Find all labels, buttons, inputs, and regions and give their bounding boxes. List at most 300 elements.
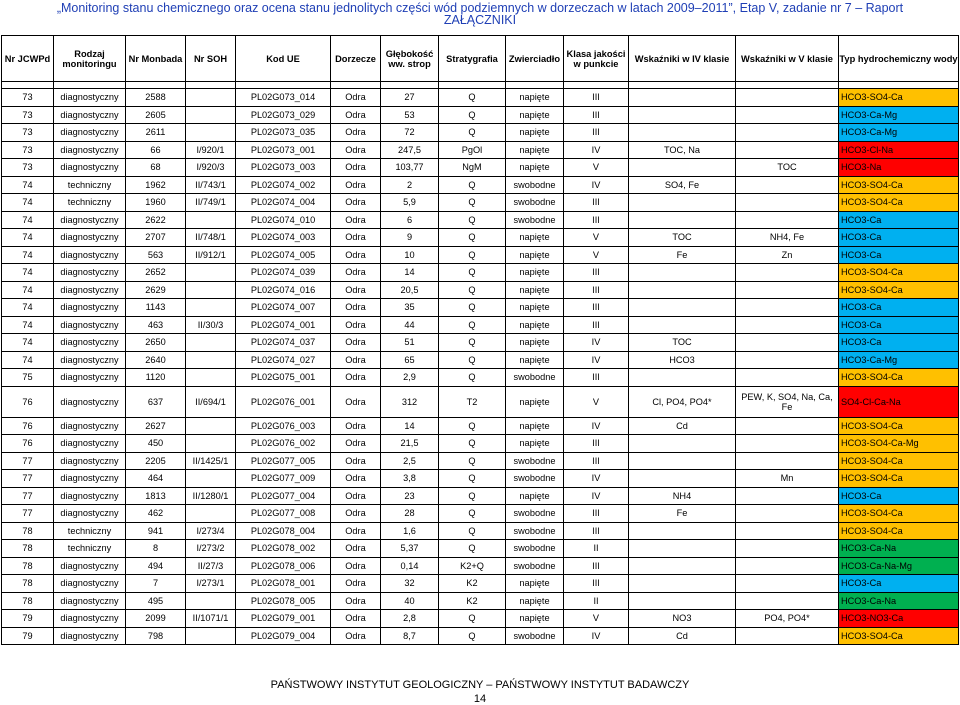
header-nr-soh: Nr SOH [186, 36, 236, 82]
cell-dorzecze: Odra [331, 264, 381, 282]
table-row [2, 194, 959, 212]
cell-wskazniki-v: PEW, K, SO4, Na, Ca, Fe [736, 386, 839, 417]
header-dorzecze: Dorzecze [331, 36, 381, 82]
cell-rodzaj-monitoringu: diagnostyczny [54, 351, 126, 369]
cell-zwierciadlo: napięte [506, 316, 564, 334]
cell-wskazniki-iv: Fe [629, 505, 736, 523]
cell-dorzecze: Odra [331, 627, 381, 645]
table-row [2, 281, 959, 299]
cell-dorzecze: Odra [331, 435, 381, 453]
cell-typ-hydrochemiczny: HCO3-SO4-Ca [839, 452, 959, 470]
cell-wskazniki-iv [629, 316, 736, 334]
cell-dorzecze: Odra [331, 487, 381, 505]
cell-typ-hydrochemiczny: HCO3-Ca-Mg [839, 351, 959, 369]
cell-klasa-jakosci: III [564, 264, 629, 282]
cell-dorzecze: Odra [331, 246, 381, 264]
cell-wskazniki-iv [629, 281, 736, 299]
cell-glebokosc: 44 [381, 316, 439, 334]
cell-klasa-jakosci: III [564, 281, 629, 299]
cell-wskazniki-iv [629, 522, 736, 540]
table-row [2, 334, 959, 352]
gap-cell [629, 82, 736, 89]
header-wskazniki-v: Wskaźniki w V klasie [736, 36, 839, 82]
cell-kod-ue: PL02G074_002 [236, 176, 331, 194]
cell-wskazniki-v: PO4, PO4* [736, 610, 839, 628]
cell-zwierciadlo: swobodne [506, 470, 564, 488]
cell-rodzaj-monitoringu: diagnostyczny [54, 211, 126, 229]
table-row [2, 229, 959, 247]
cell-nr-jcwpd: 77 [2, 470, 54, 488]
cell-nr-monbada: 2652 [126, 264, 186, 282]
cell-zwierciadlo: napięte [506, 435, 564, 453]
cell-rodzaj-monitoringu: diagnostyczny [54, 141, 126, 159]
cell-nr-jcwpd: 78 [2, 575, 54, 593]
cell-wskazniki-v [736, 452, 839, 470]
cell-rodzaj-monitoringu: diagnostyczny [54, 316, 126, 334]
cell-kod-ue: PL02G077_008 [236, 505, 331, 523]
cell-zwierciadlo: swobodne [506, 369, 564, 387]
cell-stratygrafia: T2 [439, 386, 506, 417]
cell-wskazniki-iv: Fe [629, 246, 736, 264]
cell-klasa-jakosci: III [564, 522, 629, 540]
cell-kod-ue: PL02G073_029 [236, 106, 331, 124]
cell-nr-monbada: 1120 [126, 369, 186, 387]
cell-glebokosc: 51 [381, 334, 439, 352]
cell-klasa-jakosci: IV [564, 176, 629, 194]
cell-nr-monbada: 66 [126, 141, 186, 159]
cell-wskazniki-v [736, 369, 839, 387]
cell-zwierciadlo: swobodne [506, 452, 564, 470]
table-header-row [2, 36, 959, 82]
header-typ-hydrochemiczny: Typ hydrochemiczny wody [839, 36, 959, 82]
cell-rodzaj-monitoringu: diagnostyczny [54, 369, 126, 387]
cell-rodzaj-monitoringu: diagnostyczny [54, 89, 126, 107]
cell-rodzaj-monitoringu: diagnostyczny [54, 557, 126, 575]
cell-wskazniki-iv [629, 299, 736, 317]
cell-glebokosc: 40 [381, 592, 439, 610]
cell-wskazniki-v [736, 540, 839, 558]
cell-stratygrafia: NgM [439, 159, 506, 177]
cell-typ-hydrochemiczny: HCO3-SO4-Ca [839, 417, 959, 435]
gap-cell [381, 82, 439, 89]
cell-klasa-jakosci: II [564, 592, 629, 610]
cell-nr-soh [186, 417, 236, 435]
cell-nr-monbada: 2707 [126, 229, 186, 247]
header-zwierciadlo: Zwierciadło [506, 36, 564, 82]
cell-stratygrafia: Q [439, 470, 506, 488]
cell-nr-jcwpd: 77 [2, 505, 54, 523]
cell-klasa-jakosci: III [564, 452, 629, 470]
cell-zwierciadlo: swobodne [506, 176, 564, 194]
cell-klasa-jakosci: III [564, 369, 629, 387]
cell-wskazniki-v [736, 575, 839, 593]
cell-dorzecze: Odra [331, 351, 381, 369]
cell-dorzecze: Odra [331, 592, 381, 610]
cell-glebokosc: 32 [381, 575, 439, 593]
cell-wskazniki-iv: HCO3 [629, 351, 736, 369]
cell-zwierciadlo: napięte [506, 610, 564, 628]
cell-stratygrafia: K2 [439, 592, 506, 610]
cell-typ-hydrochemiczny: HCO3-SO4-Ca [839, 470, 959, 488]
cell-kod-ue: PL02G074_010 [236, 211, 331, 229]
cell-kod-ue: PL02G079_001 [236, 610, 331, 628]
cell-klasa-jakosci: V [564, 229, 629, 247]
cell-nr-jcwpd: 74 [2, 194, 54, 212]
cell-klasa-jakosci: III [564, 575, 629, 593]
cell-typ-hydrochemiczny: HCO3-SO4-Ca [839, 627, 959, 645]
table-row [2, 610, 959, 628]
cell-nr-soh: II/1425/1 [186, 452, 236, 470]
cell-stratygrafia: Q [439, 176, 506, 194]
gap-cell [439, 82, 506, 89]
cell-wskazniki-iv: Cd [629, 627, 736, 645]
cell-wskazniki-iv [629, 557, 736, 575]
table-row [2, 575, 959, 593]
cell-dorzecze: Odra [331, 452, 381, 470]
cell-wskazniki-iv [629, 452, 736, 470]
table-row [2, 487, 959, 505]
cell-nr-jcwpd: 73 [2, 141, 54, 159]
cell-dorzecze: Odra [331, 522, 381, 540]
cell-nr-jcwpd: 76 [2, 417, 54, 435]
table-row [2, 264, 959, 282]
gap-cell [736, 82, 839, 89]
cell-typ-hydrochemiczny: HCO3-Ca-Na [839, 592, 959, 610]
cell-nr-soh [186, 211, 236, 229]
cell-zwierciadlo: napięte [506, 351, 564, 369]
cell-rodzaj-monitoringu: diagnostyczny [54, 106, 126, 124]
cell-nr-jcwpd: 78 [2, 592, 54, 610]
cell-nr-soh: II/1071/1 [186, 610, 236, 628]
cell-stratygrafia: Q [439, 246, 506, 264]
cell-stratygrafia: Q [439, 369, 506, 387]
cell-glebokosc: 5,37 [381, 540, 439, 558]
cell-dorzecze: Odra [331, 386, 381, 417]
cell-zwierciadlo: napięte [506, 89, 564, 107]
cell-wskazniki-iv [629, 106, 736, 124]
cell-glebokosc: 21,5 [381, 435, 439, 453]
cell-nr-monbada: 68 [126, 159, 186, 177]
cell-wskazniki-v [736, 176, 839, 194]
cell-stratygrafia: Q [439, 316, 506, 334]
cell-nr-soh: II/30/3 [186, 316, 236, 334]
cell-wskazniki-v [736, 124, 839, 142]
cell-zwierciadlo: napięte [506, 592, 564, 610]
cell-kod-ue: PL02G076_003 [236, 417, 331, 435]
cell-nr-soh: I/273/4 [186, 522, 236, 540]
table-row [2, 176, 959, 194]
cell-zwierciadlo: napięte [506, 386, 564, 417]
cell-rodzaj-monitoringu: diagnostyczny [54, 435, 126, 453]
cell-kod-ue: PL02G079_004 [236, 627, 331, 645]
cell-zwierciadlo: swobodne [506, 505, 564, 523]
table-row [2, 592, 959, 610]
cell-zwierciadlo: swobodne [506, 540, 564, 558]
cell-wskazniki-v [736, 299, 839, 317]
cell-nr-soh [186, 281, 236, 299]
cell-stratygrafia: Q [439, 194, 506, 212]
cell-typ-hydrochemiczny: HCO3-SO4-Ca-Mg [839, 435, 959, 453]
cell-dorzecze: Odra [331, 211, 381, 229]
cell-nr-monbada: 1813 [126, 487, 186, 505]
cell-nr-monbada: 798 [126, 627, 186, 645]
cell-wskazniki-v: TOC [736, 159, 839, 177]
cell-nr-monbada: 464 [126, 470, 186, 488]
cell-nr-monbada: 463 [126, 316, 186, 334]
cell-glebokosc: 0,14 [381, 557, 439, 575]
cell-nr-soh [186, 334, 236, 352]
cell-wskazniki-iv [629, 124, 736, 142]
cell-stratygrafia: K2+Q [439, 557, 506, 575]
cell-typ-hydrochemiczny: HCO3-Ca [839, 299, 959, 317]
cell-nr-jcwpd: 74 [2, 299, 54, 317]
cell-kod-ue: PL02G078_006 [236, 557, 331, 575]
cell-nr-jcwpd: 74 [2, 229, 54, 247]
table-row [2, 316, 959, 334]
cell-wskazniki-iv [629, 470, 736, 488]
cell-klasa-jakosci: III [564, 124, 629, 142]
cell-rodzaj-monitoringu: diagnostyczny [54, 417, 126, 435]
cell-zwierciadlo: napięte [506, 141, 564, 159]
cell-wskazniki-v [736, 557, 839, 575]
cell-glebokosc: 23 [381, 487, 439, 505]
header-stratygrafia: Stratygrafia [439, 36, 506, 82]
cell-stratygrafia: Q [439, 89, 506, 107]
cell-stratygrafia: Q [439, 299, 506, 317]
cell-nr-jcwpd: 79 [2, 610, 54, 628]
cell-rodzaj-monitoringu: diagnostyczny [54, 487, 126, 505]
cell-wskazniki-v [736, 487, 839, 505]
cell-zwierciadlo: napięte [506, 487, 564, 505]
header-kod-ue: Kod UE [236, 36, 331, 82]
cell-klasa-jakosci: V [564, 386, 629, 417]
cell-rodzaj-monitoringu: diagnostyczny [54, 386, 126, 417]
table-row [2, 124, 959, 142]
cell-stratygrafia: Q [439, 229, 506, 247]
cell-glebokosc: 14 [381, 417, 439, 435]
cell-dorzecze: Odra [331, 141, 381, 159]
cell-nr-soh: I/273/2 [186, 540, 236, 558]
cell-kod-ue: PL02G074_037 [236, 334, 331, 352]
cell-kod-ue: PL02G073_014 [236, 89, 331, 107]
cell-nr-jcwpd: 73 [2, 89, 54, 107]
cell-dorzecze: Odra [331, 194, 381, 212]
cell-nr-jcwpd: 74 [2, 211, 54, 229]
cell-wskazniki-v [736, 106, 839, 124]
cell-nr-soh: II/749/1 [186, 194, 236, 212]
cell-wskazniki-iv [629, 211, 736, 229]
cell-nr-soh [186, 124, 236, 142]
cell-typ-hydrochemiczny: HCO3-Ca [839, 316, 959, 334]
cell-dorzecze: Odra [331, 470, 381, 488]
cell-wskazniki-iv [629, 264, 736, 282]
cell-glebokosc: 14 [381, 264, 439, 282]
header-klasa-jakosci: Klasa jakości w punkcie [564, 36, 629, 82]
cell-kod-ue: PL02G073_001 [236, 141, 331, 159]
cell-rodzaj-monitoringu: diagnostyczny [54, 264, 126, 282]
cell-nr-monbada: 2640 [126, 351, 186, 369]
cell-wskazniki-iv [629, 194, 736, 212]
table-row [2, 159, 959, 177]
cell-stratygrafia: Q [439, 452, 506, 470]
cell-rodzaj-monitoringu: diagnostyczny [54, 505, 126, 523]
cell-nr-jcwpd: 78 [2, 522, 54, 540]
header-glebokosc: Głębokość ww. strop [381, 36, 439, 82]
cell-rodzaj-monitoringu: diagnostyczny [54, 592, 126, 610]
cell-wskazniki-v: NH4, Fe [736, 229, 839, 247]
cell-glebokosc: 2,5 [381, 452, 439, 470]
cell-klasa-jakosci: IV [564, 487, 629, 505]
cell-stratygrafia: Q [439, 264, 506, 282]
header-nr-jcwpd: Nr JCWPd [2, 36, 54, 82]
cell-kod-ue: PL02G074_005 [236, 246, 331, 264]
cell-typ-hydrochemiczny: HCO3-Ca [839, 211, 959, 229]
cell-rodzaj-monitoringu: techniczny [54, 176, 126, 194]
cell-typ-hydrochemiczny: HCO3-SO4-Ca [839, 176, 959, 194]
cell-glebokosc: 27 [381, 89, 439, 107]
cell-typ-hydrochemiczny: HCO3-Na [839, 159, 959, 177]
cell-dorzecze: Odra [331, 557, 381, 575]
cell-klasa-jakosci: III [564, 211, 629, 229]
cell-stratygrafia: Q [439, 505, 506, 523]
cell-nr-soh: I/273/1 [186, 575, 236, 593]
cell-typ-hydrochemiczny: HCO3-SO4-Ca [839, 89, 959, 107]
cell-nr-soh: II/27/3 [186, 557, 236, 575]
cell-nr-monbada: 2099 [126, 610, 186, 628]
cell-dorzecze: Odra [331, 159, 381, 177]
header-wskazniki-iv: Wskaźniki w IV klasie [629, 36, 736, 82]
cell-glebokosc: 53 [381, 106, 439, 124]
cell-glebokosc: 6 [381, 211, 439, 229]
cell-klasa-jakosci: IV [564, 141, 629, 159]
table-row [2, 417, 959, 435]
cell-klasa-jakosci: V [564, 246, 629, 264]
cell-wskazniki-iv [629, 592, 736, 610]
cell-nr-jcwpd: 74 [2, 351, 54, 369]
cell-wskazniki-iv: NH4 [629, 487, 736, 505]
cell-glebokosc: 247,5 [381, 141, 439, 159]
cell-wskazniki-v: Mn [736, 470, 839, 488]
cell-wskazniki-v [736, 435, 839, 453]
monitoring-table [1, 35, 959, 645]
cell-nr-soh: II/1280/1 [186, 487, 236, 505]
cell-rodzaj-monitoringu: diagnostyczny [54, 470, 126, 488]
table-row [2, 557, 959, 575]
cell-rodzaj-monitoringu: diagnostyczny [54, 627, 126, 645]
table-row [2, 106, 959, 124]
cell-glebokosc: 28 [381, 505, 439, 523]
cell-glebokosc: 8,7 [381, 627, 439, 645]
cell-nr-soh: I/920/1 [186, 141, 236, 159]
cell-wskazniki-v [736, 281, 839, 299]
gap-cell [331, 82, 381, 89]
cell-wskazniki-v [736, 89, 839, 107]
cell-dorzecze: Odra [331, 124, 381, 142]
cell-glebokosc: 2 [381, 176, 439, 194]
cell-nr-monbada: 2629 [126, 281, 186, 299]
cell-typ-hydrochemiczny: HCO3-Ca [839, 246, 959, 264]
cell-glebokosc: 1,6 [381, 522, 439, 540]
cell-wskazniki-v [736, 505, 839, 523]
cell-nr-soh: II/743/1 [186, 176, 236, 194]
cell-nr-monbada: 2650 [126, 334, 186, 352]
cell-rodzaj-monitoringu: techniczny [54, 522, 126, 540]
cell-kod-ue: PL02G074_016 [236, 281, 331, 299]
cell-zwierciadlo: napięte [506, 334, 564, 352]
cell-dorzecze: Odra [331, 89, 381, 107]
cell-dorzecze: Odra [331, 575, 381, 593]
gap-cell [236, 82, 331, 89]
cell-wskazniki-v [736, 522, 839, 540]
cell-wskazniki-v [736, 194, 839, 212]
cell-glebokosc: 72 [381, 124, 439, 142]
table-row [2, 299, 959, 317]
cell-rodzaj-monitoringu: diagnostyczny [54, 281, 126, 299]
table-row [2, 246, 959, 264]
table-row [2, 211, 959, 229]
cell-dorzecze: Odra [331, 610, 381, 628]
page-number: 14 [473, 693, 487, 705]
cell-typ-hydrochemiczny: HCO3-Ca [839, 487, 959, 505]
cell-stratygrafia: Q [439, 627, 506, 645]
cell-wskazniki-iv [629, 575, 736, 593]
cell-nr-monbada: 2605 [126, 106, 186, 124]
header-gap-row [2, 82, 959, 89]
cell-stratygrafia: Q [439, 522, 506, 540]
cell-stratygrafia: Q [439, 124, 506, 142]
cell-nr-monbada: 462 [126, 505, 186, 523]
cell-stratygrafia: Q [439, 106, 506, 124]
cell-nr-soh [186, 106, 236, 124]
cell-glebokosc: 5,9 [381, 194, 439, 212]
cell-nr-soh [186, 592, 236, 610]
report-subtitle: ZAŁĄCZNIKI [443, 13, 517, 27]
cell-kod-ue: PL02G077_009 [236, 470, 331, 488]
cell-glebokosc: 103,77 [381, 159, 439, 177]
cell-zwierciadlo: napięte [506, 159, 564, 177]
header-nr-monbada: Nr Monbada [126, 36, 186, 82]
cell-rodzaj-monitoringu: diagnostyczny [54, 229, 126, 247]
cell-zwierciadlo: napięte [506, 417, 564, 435]
cell-kod-ue: PL02G074_003 [236, 229, 331, 247]
cell-wskazniki-iv: TOC [629, 334, 736, 352]
cell-stratygrafia: Q [439, 417, 506, 435]
cell-nr-jcwpd: 76 [2, 386, 54, 417]
cell-wskazniki-iv: Cd [629, 417, 736, 435]
cell-klasa-jakosci: III [564, 316, 629, 334]
cell-nr-soh: I/920/3 [186, 159, 236, 177]
cell-nr-monbada: 495 [126, 592, 186, 610]
cell-nr-jcwpd: 76 [2, 435, 54, 453]
cell-rodzaj-monitoringu: techniczny [54, 194, 126, 212]
cell-wskazniki-v [736, 211, 839, 229]
cell-nr-jcwpd: 74 [2, 264, 54, 282]
cell-nr-soh [186, 299, 236, 317]
cell-rodzaj-monitoringu: diagnostyczny [54, 610, 126, 628]
cell-zwierciadlo: napięte [506, 299, 564, 317]
cell-nr-monbada: 494 [126, 557, 186, 575]
cell-stratygrafia: Q [439, 435, 506, 453]
cell-dorzecze: Odra [331, 106, 381, 124]
cell-zwierciadlo: swobodne [506, 522, 564, 540]
cell-wskazniki-v [736, 264, 839, 282]
cell-nr-jcwpd: 77 [2, 487, 54, 505]
cell-nr-monbada: 941 [126, 522, 186, 540]
cell-nr-monbada: 2627 [126, 417, 186, 435]
table-row [2, 540, 959, 558]
cell-rodzaj-monitoringu: diagnostyczny [54, 246, 126, 264]
table-row [2, 522, 959, 540]
